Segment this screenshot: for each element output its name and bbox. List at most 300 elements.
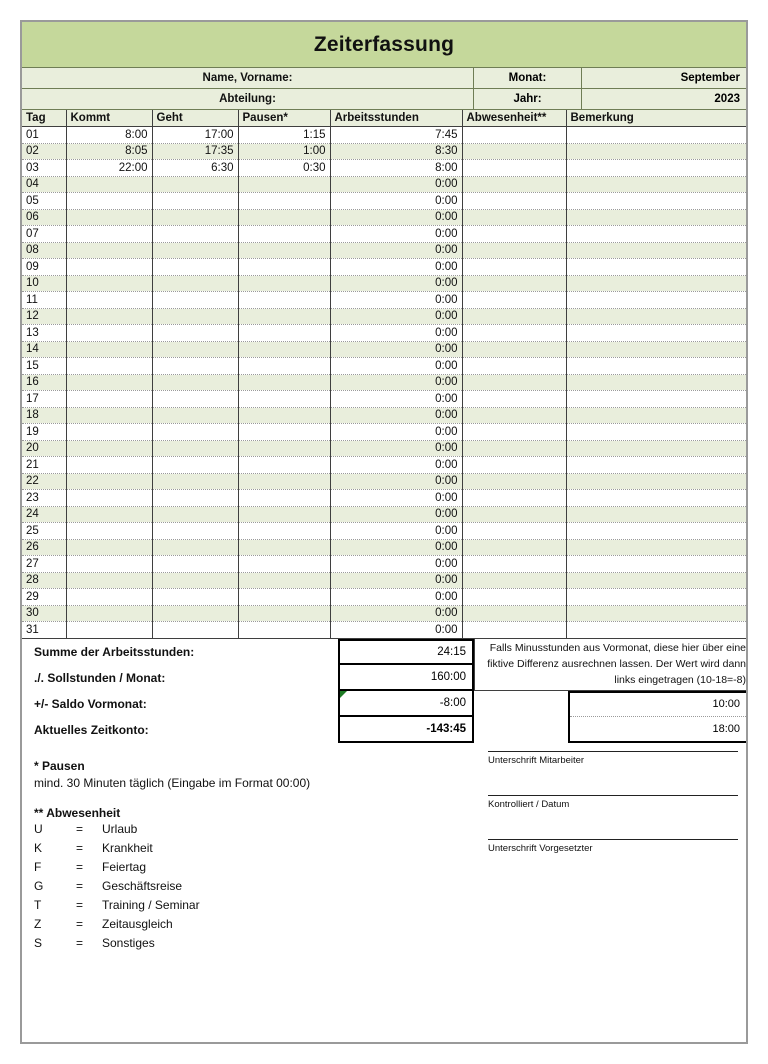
cell-geht[interactable]: [152, 341, 238, 358]
equals-sign: =: [76, 898, 84, 912]
cell-abwesenheit[interactable]: [462, 308, 566, 325]
absence-label: Zeitausgleich: [102, 917, 173, 931]
fictive-from-value: 10:00: [712, 698, 740, 710]
current-account-value: -143:45: [426, 722, 466, 735]
cell-bemerkung[interactable]: [566, 259, 746, 276]
balance-value-cell[interactable]: [338, 691, 474, 717]
cell-kommt[interactable]: 22:00: [66, 160, 152, 177]
cell-abwesenheit[interactable]: [462, 242, 566, 259]
current-account-value-cell[interactable]: [338, 717, 474, 743]
day-number: 22: [22, 473, 66, 490]
cell-pausen[interactable]: [238, 226, 330, 243]
fictive-to-value: 18:00: [712, 722, 740, 735]
cell-abwesenheit[interactable]: [462, 572, 566, 589]
equals-sign: =: [76, 841, 84, 855]
day-number: 07: [22, 226, 66, 243]
table-row: [22, 391, 746, 408]
cell-arbeitsstunden[interactable]: 0:00: [330, 341, 462, 358]
fictive-difference-box: [568, 691, 748, 743]
cell-abwesenheit[interactable]: [462, 325, 566, 342]
day-number: 17: [22, 391, 66, 408]
cell-kommt[interactable]: [66, 473, 152, 490]
signature-checked-caption: Kontrolliert / Datum: [488, 798, 570, 810]
cell-kommt[interactable]: [66, 506, 152, 523]
day-number: 23: [22, 490, 66, 507]
table-row: [22, 160, 746, 177]
cell-arbeitsstunden[interactable]: 8:00: [330, 160, 462, 177]
target-hours-label: ./. Sollstunden / Monat:: [34, 670, 166, 685]
cell-bemerkung[interactable]: [566, 605, 746, 622]
day-number: 05: [22, 193, 66, 210]
cell-pausen[interactable]: [238, 391, 330, 408]
cell-bemerkung[interactable]: [566, 308, 746, 325]
day-number: 08: [22, 242, 66, 259]
table-row: [22, 506, 746, 523]
cell-pausen[interactable]: [238, 308, 330, 325]
cell-geht[interactable]: [152, 539, 238, 556]
current-account-label: Aktuelles Zeitkonto:: [34, 722, 149, 737]
cell-pausen[interactable]: 1:00: [238, 143, 330, 160]
cell-abwesenheit[interactable]: [462, 539, 566, 556]
cell-geht[interactable]: [152, 572, 238, 589]
footer-section: [22, 743, 746, 950]
cell-arbeitsstunden[interactable]: 0:00: [330, 473, 462, 490]
absence-code: U: [34, 822, 43, 836]
cell-pausen[interactable]: [238, 424, 330, 441]
table-row: [22, 325, 746, 342]
cell-kommt[interactable]: [66, 176, 152, 193]
document-title-banner: [22, 22, 746, 68]
cell-geht[interactable]: [152, 556, 238, 573]
cell-geht[interactable]: [152, 622, 238, 639]
cell-pausen[interactable]: [238, 292, 330, 309]
absence-title: ** Abwesenheit: [34, 805, 121, 820]
day-number: 21: [22, 457, 66, 474]
day-number: 12: [22, 308, 66, 325]
day-number: 01: [22, 127, 66, 144]
timesheet-document: [20, 20, 748, 1044]
absence-code-row: [34, 877, 454, 896]
day-number: 29: [22, 589, 66, 606]
cell-abwesenheit[interactable]: [462, 589, 566, 606]
cell-kommt[interactable]: [66, 358, 152, 375]
cell-bemerkung[interactable]: [566, 440, 746, 457]
table-row: [22, 572, 746, 589]
cell-abwesenheit[interactable]: [462, 341, 566, 358]
cell-kommt[interactable]: [66, 440, 152, 457]
cell-geht[interactable]: [152, 490, 238, 507]
cell-pausen[interactable]: [238, 589, 330, 606]
cell-abwesenheit[interactable]: [462, 127, 566, 144]
absence-code: Z: [34, 917, 42, 931]
absence-code: K: [34, 841, 43, 855]
day-number: 04: [22, 176, 66, 193]
cell-geht[interactable]: 17:00: [152, 127, 238, 144]
cell-bemerkung[interactable]: [566, 556, 746, 573]
column-header-abwesenheit: Abwesenheit**: [462, 110, 566, 127]
cell-arbeitsstunden[interactable]: 8:30: [330, 143, 462, 160]
cell-arbeitsstunden[interactable]: 0:00: [330, 308, 462, 325]
cell-abwesenheit[interactable]: [462, 473, 566, 490]
cell-geht[interactable]: [152, 457, 238, 474]
cell-kommt[interactable]: [66, 292, 152, 309]
cell-geht[interactable]: [152, 523, 238, 540]
cell-kommt[interactable]: [66, 226, 152, 243]
cell-pausen[interactable]: [238, 209, 330, 226]
cell-bemerkung[interactable]: [566, 490, 746, 507]
table-row: [22, 523, 746, 540]
table-row: [22, 358, 746, 375]
breaks-text: mind. 30 Minuten täglich (Eingabe im Format 00:00): [34, 775, 311, 790]
cell-arbeitsstunden[interactable]: 0:00: [330, 424, 462, 441]
cell-abwesenheit[interactable]: [462, 176, 566, 193]
table-row: [22, 622, 746, 639]
cell-abwesenheit[interactable]: [462, 358, 566, 375]
equals-sign: =: [76, 936, 84, 950]
cell-bemerkung[interactable]: [566, 143, 746, 160]
cell-geht[interactable]: [152, 589, 238, 606]
cell-abwesenheit[interactable]: [462, 440, 566, 457]
table-row: [22, 143, 746, 160]
cell-geht[interactable]: [152, 308, 238, 325]
cell-geht[interactable]: [152, 193, 238, 210]
absence-code: T: [34, 898, 42, 912]
cell-arbeitsstunden[interactable]: 0:00: [330, 374, 462, 391]
signature-supervisor: [488, 839, 738, 854]
target-hours-value: 160:00: [430, 670, 466, 683]
meta-row-department: [22, 89, 746, 110]
cell-abwesenheit[interactable]: [462, 523, 566, 540]
cell-bemerkung[interactable]: [566, 506, 746, 523]
table-row: [22, 259, 746, 276]
cell-kommt[interactable]: [66, 259, 152, 276]
cell-geht[interactable]: [152, 391, 238, 408]
absence-code-list: [34, 820, 454, 953]
day-number: 16: [22, 374, 66, 391]
signature-employee-caption: Unterschrift Mitarbeiter: [488, 754, 585, 766]
fictive-to-cell[interactable]: [570, 717, 746, 741]
day-number: 11: [22, 292, 66, 309]
absence-label: Training / Seminar: [102, 898, 200, 912]
cell-geht[interactable]: [152, 407, 238, 424]
cell-arbeitsstunden[interactable]: 0:00: [330, 242, 462, 259]
cell-bemerkung[interactable]: [566, 292, 746, 309]
cell-geht[interactable]: [152, 209, 238, 226]
cell-arbeitsstunden[interactable]: 0:00: [330, 259, 462, 276]
cell-bemerkung[interactable]: [566, 242, 746, 259]
day-number: 13: [22, 325, 66, 342]
cell-abwesenheit[interactable]: [462, 275, 566, 292]
cell-bemerkung[interactable]: [566, 275, 746, 292]
signature-checked: [488, 795, 738, 810]
cell-bemerkung[interactable]: [566, 176, 746, 193]
month-label: Monat:: [508, 72, 547, 84]
cell-arbeitsstunden[interactable]: 0:00: [330, 391, 462, 408]
cell-abwesenheit[interactable]: [462, 424, 566, 441]
cell-pausen[interactable]: [238, 556, 330, 573]
day-number: 09: [22, 259, 66, 276]
cell-kommt[interactable]: [66, 374, 152, 391]
cell-kommt[interactable]: [66, 341, 152, 358]
cell-pausen[interactable]: [238, 572, 330, 589]
cell-bemerkung[interactable]: [566, 473, 746, 490]
cell-kommt[interactable]: [66, 308, 152, 325]
cell-abwesenheit[interactable]: [462, 490, 566, 507]
cell-abwesenheit[interactable]: [462, 160, 566, 177]
cell-arbeitsstunden[interactable]: 0:00: [330, 407, 462, 424]
name-field-cell[interactable]: [22, 68, 474, 88]
day-number: 03: [22, 160, 66, 177]
day-number: 26: [22, 539, 66, 556]
cell-arbeitsstunden[interactable]: 0:00: [330, 523, 462, 540]
cell-arbeitsstunden[interactable]: 0:00: [330, 556, 462, 573]
cell-geht[interactable]: [152, 424, 238, 441]
month-value: September: [680, 72, 740, 84]
cell-arbeitsstunden[interactable]: 0:00: [330, 539, 462, 556]
cell-geht[interactable]: [152, 358, 238, 375]
day-number: 06: [22, 209, 66, 226]
time-entry-table: [22, 110, 746, 639]
day-number: 15: [22, 358, 66, 375]
cell-arbeitsstunden[interactable]: 0:00: [330, 358, 462, 375]
cell-pausen[interactable]: [238, 193, 330, 210]
cell-pausen[interactable]: [238, 407, 330, 424]
cell-kommt[interactable]: [66, 193, 152, 210]
cell-abwesenheit[interactable]: [462, 407, 566, 424]
cell-geht[interactable]: [152, 292, 238, 309]
cell-abwesenheit[interactable]: [462, 209, 566, 226]
column-header-kommt: Kommt: [66, 110, 152, 127]
month-label-cell: [474, 68, 582, 88]
page-title: Zeiterfassung: [313, 32, 455, 56]
cell-arbeitsstunden[interactable]: 0:00: [330, 275, 462, 292]
cell-arbeitsstunden[interactable]: 0:00: [330, 325, 462, 342]
cell-bemerkung[interactable]: [566, 325, 746, 342]
cell-kommt[interactable]: [66, 242, 152, 259]
absence-code-row: [34, 934, 454, 953]
cell-geht[interactable]: [152, 374, 238, 391]
cell-kommt[interactable]: [66, 572, 152, 589]
day-number: 20: [22, 440, 66, 457]
table-row: [22, 473, 746, 490]
cell-kommt[interactable]: [66, 622, 152, 639]
cell-bemerkung[interactable]: [566, 226, 746, 243]
cell-geht[interactable]: [152, 275, 238, 292]
summary-section: [22, 639, 746, 743]
cell-pausen[interactable]: [238, 490, 330, 507]
absence-code-row: [34, 858, 454, 877]
signature-employee: [488, 751, 738, 766]
breaks-title: * Pausen: [34, 758, 85, 773]
cell-bemerkung[interactable]: [566, 622, 746, 639]
table-row: [22, 605, 746, 622]
table-row: [22, 127, 746, 144]
cell-pausen[interactable]: [238, 457, 330, 474]
cell-kommt[interactable]: [66, 275, 152, 292]
department-field-cell[interactable]: [22, 89, 474, 109]
cell-kommt[interactable]: [66, 424, 152, 441]
cell-pausen[interactable]: [238, 358, 330, 375]
signature-supervisor-caption: Unterschrift Vorgesetzter: [488, 842, 593, 854]
cell-arbeitsstunden[interactable]: 7:45: [330, 127, 462, 144]
cell-pausen[interactable]: [238, 506, 330, 523]
cell-kommt[interactable]: [66, 490, 152, 507]
cell-abwesenheit[interactable]: [462, 457, 566, 474]
cell-bemerkung[interactable]: [566, 407, 746, 424]
cell-bemerkung[interactable]: [566, 539, 746, 556]
table-row: [22, 308, 746, 325]
cell-arbeitsstunden[interactable]: 0:00: [330, 440, 462, 457]
cell-geht[interactable]: [152, 506, 238, 523]
cell-pausen[interactable]: 0:30: [238, 160, 330, 177]
cell-kommt[interactable]: [66, 457, 152, 474]
cell-arbeitsstunden[interactable]: 0:00: [330, 605, 462, 622]
cell-abwesenheit[interactable]: [462, 143, 566, 160]
cell-abwesenheit[interactable]: [462, 259, 566, 276]
cell-bemerkung[interactable]: [566, 127, 746, 144]
table-row: [22, 226, 746, 243]
table-header-row: [22, 110, 746, 127]
column-header-bemerkung: Bemerkung: [566, 110, 746, 127]
cell-bemerkung[interactable]: [566, 572, 746, 589]
absence-code: S: [34, 936, 43, 950]
cell-bemerkung[interactable]: [566, 457, 746, 474]
cell-bemerkung[interactable]: [566, 209, 746, 226]
absence-label: Feiertag: [102, 860, 147, 874]
year-value: 2023: [714, 93, 740, 105]
cell-geht[interactable]: [152, 176, 238, 193]
cell-pausen[interactable]: [238, 440, 330, 457]
cell-bemerkung[interactable]: [566, 358, 746, 375]
cell-kommt[interactable]: [66, 605, 152, 622]
absence-code-row: [34, 820, 454, 839]
table-row: [22, 490, 746, 507]
cell-arbeitsstunden[interactable]: 0:00: [330, 176, 462, 193]
comment-marker-icon: [340, 691, 347, 698]
cell-arbeitsstunden[interactable]: 0:00: [330, 457, 462, 474]
cell-arbeitsstunden[interactable]: 0:00: [330, 490, 462, 507]
cell-kommt[interactable]: [66, 556, 152, 573]
cell-arbeitsstunden[interactable]: 0:00: [330, 572, 462, 589]
cell-geht[interactable]: [152, 605, 238, 622]
month-value-cell[interactable]: [582, 68, 746, 88]
table-row: [22, 440, 746, 457]
cell-pausen[interactable]: [238, 539, 330, 556]
day-number: 19: [22, 424, 66, 441]
cell-pausen[interactable]: [238, 523, 330, 540]
cell-bemerkung[interactable]: [566, 391, 746, 408]
cell-bemerkung[interactable]: [566, 424, 746, 441]
absence-label: Geschäftsreise: [102, 879, 183, 893]
total-hours-value: 24:15: [437, 645, 466, 658]
legend-block: [34, 759, 454, 953]
cell-geht[interactable]: 6:30: [152, 160, 238, 177]
cell-pausen[interactable]: [238, 259, 330, 276]
table-row: [22, 193, 746, 210]
day-number: 18: [22, 407, 66, 424]
cell-geht[interactable]: 17:35: [152, 143, 238, 160]
cell-abwesenheit[interactable]: [462, 226, 566, 243]
cell-pausen[interactable]: [238, 622, 330, 639]
cell-kommt[interactable]: [66, 209, 152, 226]
cell-geht[interactable]: [152, 242, 238, 259]
cell-kommt[interactable]: [66, 539, 152, 556]
cell-kommt[interactable]: [66, 325, 152, 342]
cell-bemerkung[interactable]: [566, 160, 746, 177]
summary-note: Falls Minusstunden aus Vormonat, diese hier über eine fiktive Differenz ausrechnen lassen. Der Wert wird dann links eingetragen (10-18=-8): [474, 639, 748, 691]
cell-arbeitsstunden[interactable]: 0:00: [330, 226, 462, 243]
cell-geht[interactable]: [152, 440, 238, 457]
equals-sign: =: [76, 860, 84, 874]
cell-abwesenheit[interactable]: [462, 292, 566, 309]
cell-arbeitsstunden[interactable]: 0:00: [330, 209, 462, 226]
cell-abwesenheit[interactable]: [462, 193, 566, 210]
cell-geht[interactable]: [152, 226, 238, 243]
cell-abwesenheit[interactable]: [462, 391, 566, 408]
absence-code-row: [34, 915, 454, 934]
cell-kommt[interactable]: [66, 391, 152, 408]
cell-pausen[interactable]: [238, 341, 330, 358]
cell-bemerkung[interactable]: [566, 193, 746, 210]
cell-kommt[interactable]: [66, 523, 152, 540]
cell-pausen[interactable]: [238, 176, 330, 193]
cell-arbeitsstunden[interactable]: 0:00: [330, 506, 462, 523]
table-row: [22, 242, 746, 259]
cell-arbeitsstunden[interactable]: 0:00: [330, 292, 462, 309]
cell-bemerkung[interactable]: [566, 523, 746, 540]
cell-arbeitsstunden[interactable]: 0:00: [330, 589, 462, 606]
meta-row-name: [22, 68, 746, 89]
cell-abwesenheit[interactable]: [462, 622, 566, 639]
cell-kommt[interactable]: [66, 589, 152, 606]
target-hours-value-cell[interactable]: [338, 665, 474, 691]
cell-abwesenheit[interactable]: [462, 506, 566, 523]
cell-pausen[interactable]: [238, 605, 330, 622]
cell-geht[interactable]: [152, 325, 238, 342]
cell-geht[interactable]: [152, 259, 238, 276]
cell-pausen[interactable]: [238, 325, 330, 342]
cell-bemerkung[interactable]: [566, 341, 746, 358]
total-hours-value-cell[interactable]: [338, 639, 474, 665]
balance-value: -8:00: [439, 696, 466, 709]
day-number: 25: [22, 523, 66, 540]
cell-kommt[interactable]: [66, 407, 152, 424]
cell-bemerkung[interactable]: [566, 374, 746, 391]
cell-pausen[interactable]: [238, 275, 330, 292]
day-number: 31: [22, 622, 66, 639]
absence-label: Krankheit: [102, 841, 153, 855]
cell-arbeitsstunden[interactable]: 0:00: [330, 193, 462, 210]
cell-abwesenheit[interactable]: [462, 556, 566, 573]
absence-code-row: [34, 896, 454, 915]
equals-sign: =: [76, 822, 84, 836]
cell-geht[interactable]: [152, 473, 238, 490]
cell-pausen[interactable]: [238, 374, 330, 391]
cell-kommt[interactable]: 8:00: [66, 127, 152, 144]
cell-bemerkung[interactable]: [566, 589, 746, 606]
legend-spacer: [34, 790, 454, 806]
cell-pausen[interactable]: 1:15: [238, 127, 330, 144]
fictive-from-cell[interactable]: [570, 693, 746, 717]
cell-abwesenheit[interactable]: [462, 605, 566, 622]
year-value-cell[interactable]: [582, 89, 746, 109]
cell-pausen[interactable]: [238, 242, 330, 259]
cell-arbeitsstunden[interactable]: 0:00: [330, 622, 462, 639]
cell-abwesenheit[interactable]: [462, 374, 566, 391]
cell-kommt[interactable]: 8:05: [66, 143, 152, 160]
cell-pausen[interactable]: [238, 473, 330, 490]
equals-sign: =: [76, 917, 84, 931]
